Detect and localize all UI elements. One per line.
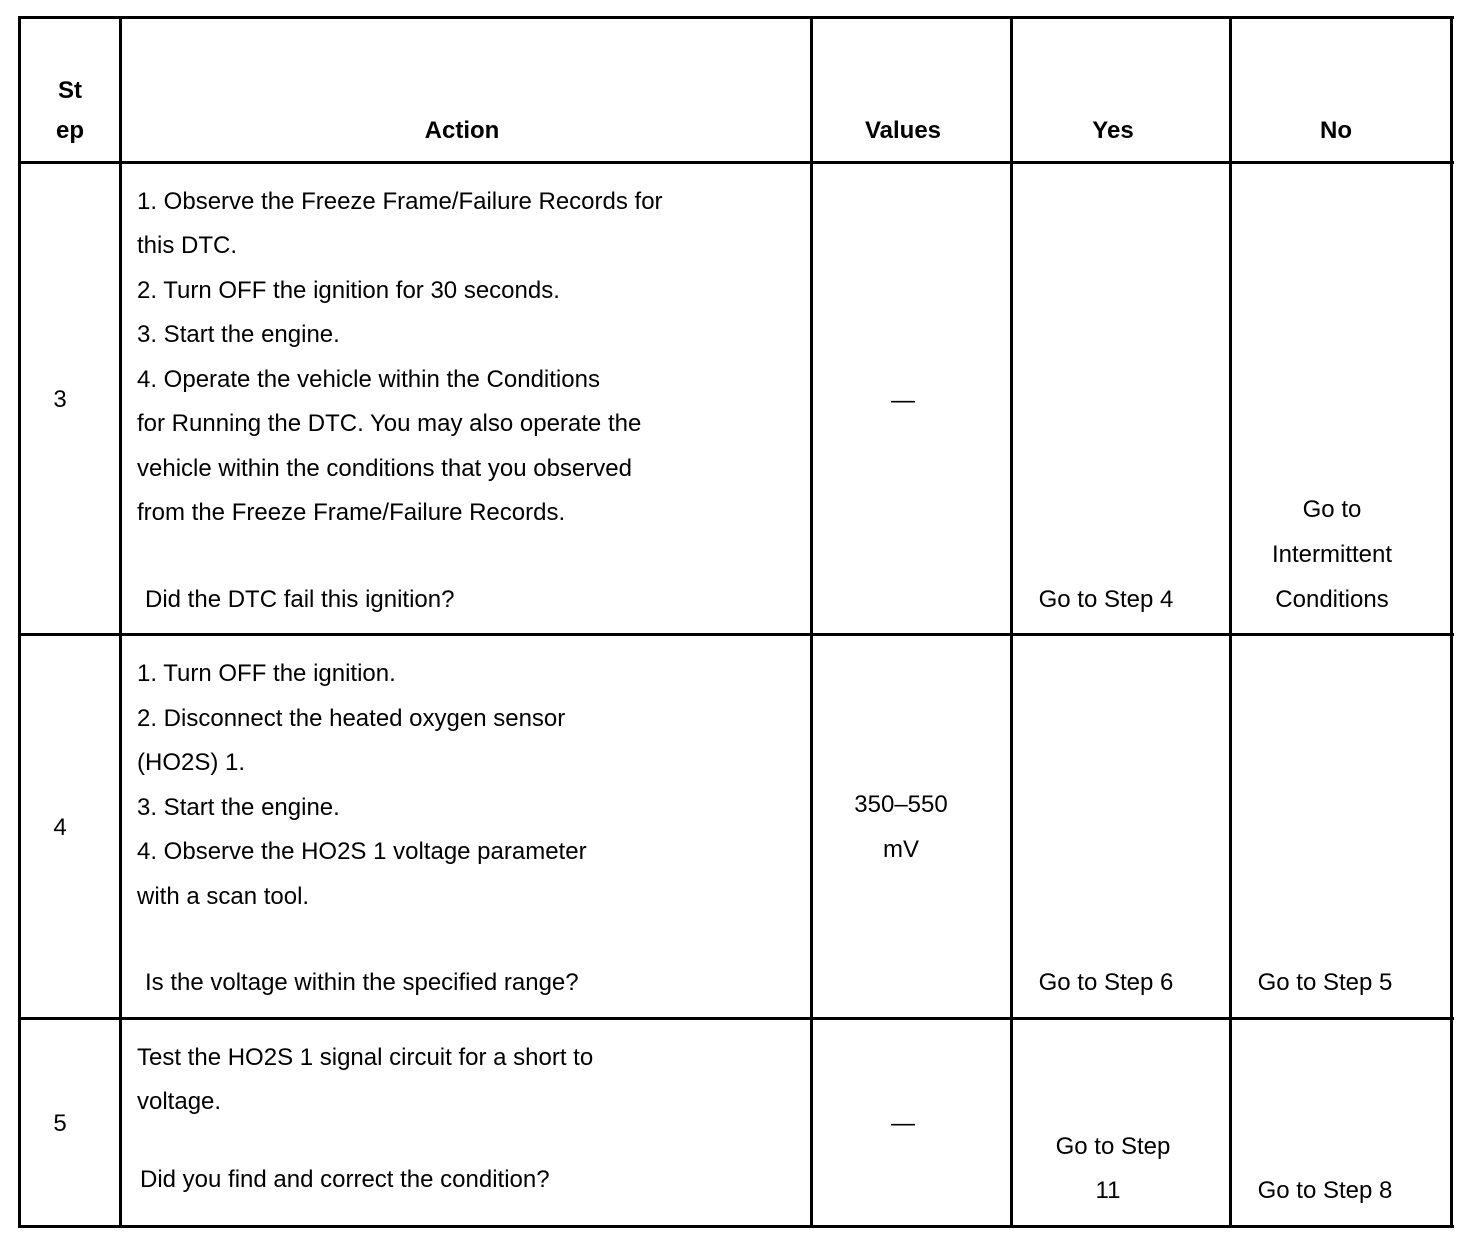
table-border-left	[18, 16, 21, 1228]
step-number: 5	[53, 1110, 67, 1137]
action-line: 2. Turn OFF the ignition for 30 seconds.	[137, 277, 560, 304]
action-question: Did you find and correct the condition?	[140, 1166, 550, 1193]
action-line: from the Freeze Frame/Failure Records.	[137, 499, 566, 526]
action-line: 1. Turn OFF the ignition.	[137, 660, 396, 687]
action-question: Is the voltage within the specified range?	[145, 969, 579, 996]
column-divider-values	[1010, 16, 1013, 1228]
value-text: 350–550	[854, 791, 948, 818]
header-divider	[18, 161, 1454, 164]
header-no: No	[1320, 117, 1352, 144]
table-border-right	[1450, 16, 1453, 1228]
action-line: Test the HO2S 1 signal circuit for a short to	[137, 1044, 594, 1071]
action-line: 3. Start the engine.	[137, 794, 340, 821]
no-action: Go to Step 5	[1257, 969, 1393, 996]
header-action: Action	[424, 117, 500, 144]
step-number: 4	[53, 814, 67, 841]
action-question: Did the DTC fail this ignition?	[145, 586, 455, 613]
column-divider-action	[810, 16, 813, 1228]
no-action-line: Go to	[1302, 496, 1362, 523]
action-line: 4. Operate the vehicle within the Conditions	[137, 366, 600, 393]
action-line: 3. Start the engine.	[137, 321, 340, 348]
yes-action-line: 11	[1095, 1177, 1121, 1204]
action-line: 4. Observe the HO2S 1 voltage parameter	[137, 838, 587, 865]
action-line: voltage.	[137, 1088, 222, 1115]
no-action-line: Conditions	[1275, 586, 1389, 613]
value-text: —	[891, 387, 915, 414]
header-values: Values	[864, 117, 942, 144]
header-step-line1: St	[58, 77, 82, 104]
action-line: (HO2S) 1.	[137, 749, 246, 776]
action-line: vehicle within the conditions that you observed	[137, 455, 632, 482]
action-line: 2. Disconnect the heated oxygen sensor	[137, 705, 566, 732]
step-number: 3	[53, 386, 67, 413]
row-divider-3	[18, 633, 1454, 636]
yes-action: Go to Step 4	[1038, 586, 1174, 613]
column-divider-step	[119, 16, 122, 1228]
table-border-bottom	[18, 1225, 1454, 1228]
header-step-line2: ep	[55, 117, 84, 144]
value-text: mV	[883, 836, 919, 863]
value-text: —	[891, 1110, 915, 1137]
yes-action: Go to Step 6	[1038, 969, 1174, 996]
action-line: this DTC.	[137, 232, 238, 259]
column-divider-yes	[1229, 16, 1232, 1228]
no-action-line: Intermittent	[1271, 541, 1393, 568]
no-action: Go to Step 8	[1257, 1177, 1393, 1204]
yes-action-line: Go to Step	[1055, 1133, 1171, 1160]
table-border-top	[18, 16, 1454, 19]
action-line: for Running the DTC. You may also operate the	[137, 410, 642, 437]
action-line: 1. Observe the Freeze Frame/Failure Records for	[137, 188, 663, 215]
action-line: with a scan tool.	[137, 883, 310, 910]
row-divider-4	[18, 1017, 1454, 1020]
troubleshooting-table	[18, 16, 1454, 1228]
header-yes: Yes	[1092, 117, 1134, 144]
